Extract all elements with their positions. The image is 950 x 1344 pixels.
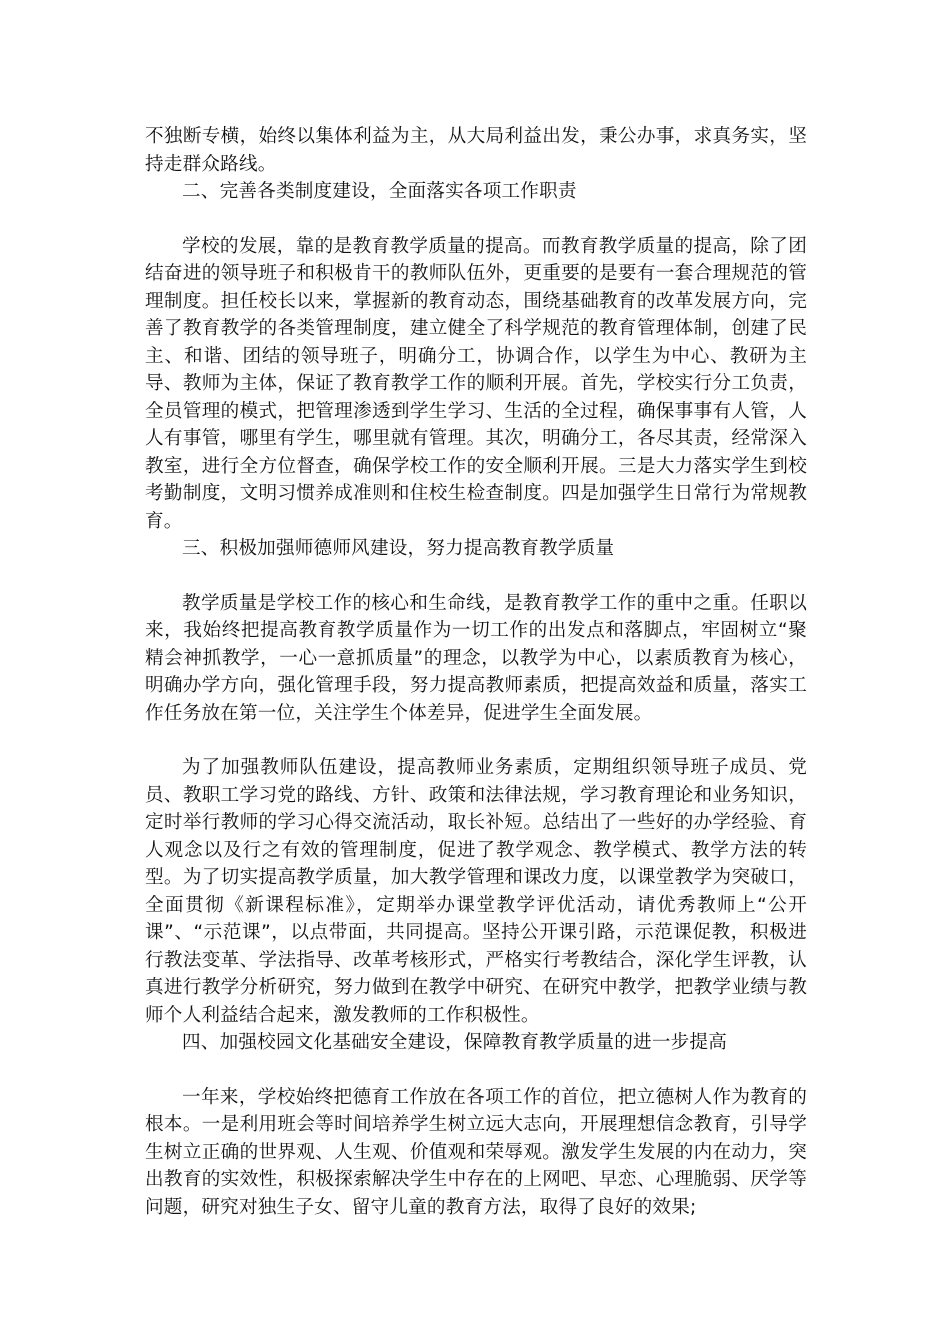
paragraph-section-2: 学校的发展，靠的是教育教学质量的提高。而教育教学质量的提高，除了团结奋进的领导班子和积极肯干的教师队伍外，更重要的是要有一套合理规范的管理制度。担任校长以来，掌握新的教育动态，围绕基础教育的改革发展方向，完善了教育教学的各类管理制度，建立健全了科学规范的教育管理体制，创建了民主、和谐、团结的领导班子，明确分工，协调合作，以学生为中心、教研为主导、教师为主体，保证了教育教学工作的顺利开展。首先，学校实行分工负责，全员管理的模式，把管理渗透到学生学习、生活的全过程，确保事事有人管，人人有事管，哪里有学生，哪里就有管理。其次，明确分工，各尽其责，经常深入教室，进行全方位督查，确保学校工作的安全顺利开展。三是大力落实学生到校考勤制度，文明习惯养成准则和住校生检查制度。四是加强学生日常行为常规教育。 xyxy=(145,235,807,532)
section-heading-2: 二、完善各类制度建设，全面落实各项工作职责 xyxy=(182,181,577,202)
paragraph-section-3-b: 为了加强教师队伍建设，提高教师业务素质，定期组织领导班子成员、党员、教职工学习党的路线、方针、政策和法律法规，学习教育理论和业务知识，定时举行教师的学习心得交流活动，取长补短。总结出了一些好的办学经验、育人观念以及行之有效的管理制度，促进了教学观念、教学模式、教学方法的转型。为了切实提高教学质量，加大教学管理和课改力度，以课堂教学为突破口，全面贯彻《新课程标准》，定期举办课堂教学评优活动，请优秀教师上“公开课”、“示范课”，以点带面，共同提高。坚持公开课引路，示范课促教，积极进行教法变革、学法指导、改革考核形式，严格实行考教结合，深化学生评教，认真进行教学分析研究，努力做到在教学中研究、在研究中教学，把教学业绩与教师个人利益结合起来，激发教师的工作积极性。 xyxy=(145,757,807,1026)
paragraph-section-4: 一年来，学校始终把德育工作放在各项工作的首位，把立德树人作为教育的根本。一是利用班会等时间培养学生树立远大志向，开展理想信念教育，引导学生树立正确的世界观、人生观、价值观和荣辱观。激发学生发展的内在动力，突出教育的实效性，积极探索解决学生中存在的上网吧、早恋、心理脆弱、厌学等问题，研究对独生子女、留守儿童的教育方法，取得了良好的效果; xyxy=(145,1086,807,1218)
section-heading-3: 三、积极加强师德师风建设，努力提高教育教学质量 xyxy=(182,538,615,559)
section-heading-4: 四、加强校园文化基础安全建设，保障教育教学质量的进一步提高 xyxy=(182,1032,728,1053)
document-page xyxy=(145,123,807,1221)
paragraph-section-3-a: 教学质量是学校工作的核心和生命线，是教育教学工作的重中之重。任职以来，我始终把提高教育教学质量作为一切工作的出发点和落脚点，牢固树立“聚精会神抓教学，一心一意抓质量”的理念，以教学为中心，以素质教育为核心，明确办学方向，强化管理手段，努力提高教师素质，把提高效益和质量，落实工作任务放在第一位，关注学生个体差异，促进学生全面发展。 xyxy=(145,592,807,724)
paragraph-intro: 不独断专横，始终以集体利益为主，从大局利益出发，秉公办事，求真务实，坚持走群众路线。 xyxy=(145,126,807,175)
